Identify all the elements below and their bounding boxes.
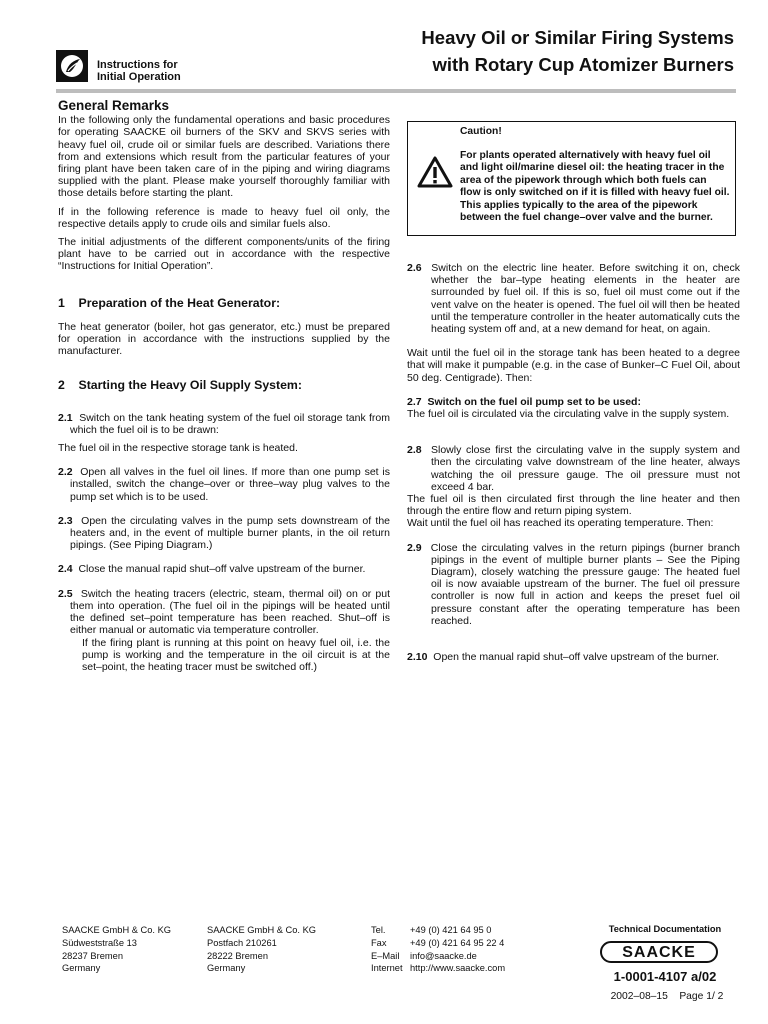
address-line: Germany <box>207 963 246 974</box>
address-line: SAACKE GmbH & Co. KG <box>62 925 172 935</box>
general-p3: The initial adjustments of the different components/units of the firing plant have to be carried out in accordance with the respective “Instructions for Initial Operation”. <box>58 236 390 273</box>
document-number: 1-0001-4107 a/02 <box>613 969 717 984</box>
section-2-heading: 2 Starting the Heavy Oil Supply System: <box>58 378 302 393</box>
footer-address-street <box>62 924 171 975</box>
page-number: Page 1/ 2 <box>679 991 724 1002</box>
address-line: 28222 Bremen <box>207 950 268 961</box>
address-line: Südweststraße 13 <box>62 937 137 948</box>
step-number: 2.2 <box>58 466 73 479</box>
caution-box <box>407 121 736 236</box>
section-1-heading: 1 Preparation of the Heat Generator: <box>58 295 281 310</box>
step-2-8 <box>407 444 740 493</box>
wait-temperature-text: Wait until the fuel oil has reached its operating temperature. Then: <box>407 517 714 530</box>
step-2-3 <box>58 515 390 552</box>
document-date: 2002–08–15 <box>610 991 668 1002</box>
step-2-1 <box>58 412 390 436</box>
saacke-logo: SAACKE <box>600 941 718 963</box>
step-number: 2.8 <box>407 444 422 457</box>
step-number: 2.10 <box>407 651 428 664</box>
contact-email: info@saacke.de <box>410 950 477 961</box>
footer-contact-labels <box>371 924 403 975</box>
step-text: Open the circulating valves in the pump sets downstream of the heaters and, in the event of multiple burner plants, in the oil return pipings. (See Piping Diagram.) <box>70 514 390 552</box>
footer-address-postbox <box>207 924 316 975</box>
saacke-flame-icon <box>56 50 88 82</box>
step-title: Switch on the fuel oil pump set to be used: <box>427 395 641 408</box>
step-2-7-title <box>407 396 740 408</box>
contact-label: Internet <box>371 963 403 974</box>
step-2-4 <box>58 563 390 575</box>
address-line: SAACKE GmbH & Co. KG <box>207 925 317 935</box>
step-number: 2.3 <box>58 514 73 527</box>
step-2-10 <box>407 651 740 663</box>
step-text: Switch on the electric line heater. Before switching it on, check whether the bar–type heating elements in the heater are surrounded by fuel oil. If this is so, fuel oil must come out if the vent valve on the heater is opened. The fuel oil will then be heated until the temperature controller in the heater automatically cuts the heating system off and, at a new demand for heat, on again. <box>431 262 740 336</box>
caution-title: Caution! <box>460 126 502 137</box>
step-number: 2.6 <box>407 262 422 274</box>
step-number: 2.5 <box>58 587 73 600</box>
title-line-2: with Rotary Cup Atomizer Burners <box>432 54 734 75</box>
left-column <box>58 100 390 673</box>
general-remarks-heading: General Remarks <box>58 98 170 113</box>
address-line: Postfach 210261 <box>207 937 277 948</box>
instructions-line-1: Instructions for <box>97 59 178 71</box>
contact-label: Tel. <box>371 925 386 935</box>
step-text: Close the circulating valves in the return pipings (burner branch pipings in the event of multiple burner plants – See the Piping Diagram), closely watching the pressure gauge: The heated fuel oil is now avaiable upstream of the burner. The fuel oil pressure controller is now full in action and keeps the preset fuel oil pressure constant after the operating temperature has been reached. <box>430 541 740 627</box>
step-2-5 <box>58 588 390 637</box>
step-number: 2.4 <box>58 563 73 576</box>
section-1-text: The heat generator (boiler, hot gas generator, etc.) must be prepared for operation in accordance with the instructions supplied by the manufacturer. <box>58 320 390 358</box>
step-2-9 <box>407 542 740 627</box>
step-number: 2.7 <box>407 395 422 408</box>
title-line-1: Heavy Oil or Similar Firing Systems <box>421 27 734 48</box>
step-2-5-note: If the firing plant is running at this point on heavy fuel oil, i.e. the pump is working and the temperature in the oil circuit is at the set–point, the heating tracer must be switched off.) <box>82 636 390 673</box>
address-line: Germany <box>62 963 101 974</box>
step-2-2 <box>58 466 390 503</box>
caution-text: For plants operated alternatively with heavy fuel oil and light oil/marine diesel oil: the heating tracer in the area of the pipework through which both fuels can flow is only switched on if it is filled with heavy fuel oil. This applies typically to the area of the pipework between the fuel change–over valve and the burner. <box>460 150 730 224</box>
step-text: Slowly close first the circulating valve in the supply system and then the circulating valve downstream of the line heater, always watching the oil pressure gauge. The oil pressure must not exceed 4 bar. <box>431 444 740 493</box>
step-2-7-text: The fuel oil is circulated via the circulating valve in the supply system. <box>407 408 730 421</box>
contact-website: http://www.saacke.com <box>410 963 506 974</box>
step-text: Open the manual rapid shut–off valve upstream of the burner. <box>433 651 720 664</box>
step-text: Switch the heating tracers (electric, steam, thermal oil) on or put them into operation. (The fuel oil in the pipings will be heated until the defined set–point temperature has been reached. Shut–off is either manual or automatic via temperature controller. <box>70 587 390 637</box>
step-text: Close the manual rapid shut–off valve upstream of the burner. <box>78 563 366 576</box>
date-and-page <box>592 991 742 1002</box>
step-text: Open all valves in the fuel oil lines. If more than one pump set is installed, switch the change–over or three–way plug valves to the pump set which is to be used. <box>70 466 391 503</box>
contact-label: E–Mail <box>371 950 400 961</box>
step-number: 2.9 <box>407 541 422 554</box>
wait-storage-text: Wait until the fuel oil in the storage tank has been heated to a degree that will make it pumpable (e.g. in the case of Bunker–C Fuel Oil, about 50 deg. Centigrade). Then: <box>407 347 740 384</box>
technical-documentation-label: Technical Documentation <box>608 924 722 934</box>
step-number: 2.1 <box>58 411 73 424</box>
instructions-line-2: Initial Operation <box>97 71 181 83</box>
step-text: Switch on the tank heating system of the fuel oil storage tank from which the fuel oil is to be drawn: <box>70 411 390 436</box>
general-p2: If in the following reference is made to heavy fuel oil only, the respective details apply to crude oils and similar fuels also. <box>58 205 390 230</box>
footer-contact-values <box>410 924 505 975</box>
document-title <box>314 24 734 78</box>
step-2-6 <box>407 262 740 335</box>
step-2-1-result: The fuel oil in the respective storage tank is heated. <box>58 442 298 455</box>
general-p1: In the following only the fundamental operations and basic procedures for operating SAACKE oil burners of the SKV and SKVS series with heavy fuel oil, crude oil or similar fuels are described. Variations there from and extensions which result from the particular features of your firing plant have been taken care of in the piping and wiring diagrams supplied with the plant. Please make yourself thoroughly familiar with those details before starting the plant. <box>58 114 390 200</box>
right-column <box>407 262 740 663</box>
header-divider <box>56 89 736 93</box>
contact-label: Fax <box>371 937 387 948</box>
contact-fax: +49 (0) 421 64 95 22 4 <box>410 937 505 948</box>
contact-phone: +49 (0) 421 64 95 0 <box>410 925 492 935</box>
address-line: 28237 Bremen <box>62 950 123 961</box>
warning-triangle-icon <box>417 156 453 193</box>
instructions-label <box>97 59 181 83</box>
step-2-8-result: The fuel oil is then circulated first through the line heater and then through the entire flow and return piping system. <box>407 493 740 518</box>
